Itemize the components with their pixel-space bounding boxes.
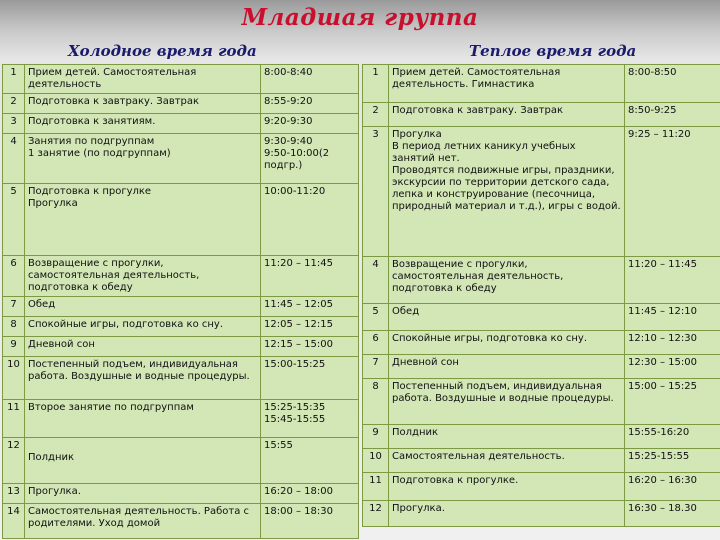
row-time: 12:30 – 15:00 — [625, 355, 720, 379]
cold-row — [3, 438, 359, 484]
warm-row — [363, 103, 720, 127]
row-time: 16:20 – 18:00 — [261, 484, 359, 504]
row-time: 12:10 – 12:30 — [625, 331, 720, 355]
row-number: 10 — [3, 357, 25, 400]
row-activity: Самостоятельная деятельность. Работа с родителями. Уход домой — [25, 504, 261, 539]
row-number: 1 — [3, 65, 25, 94]
row-activity: Занятия по подгруппам 1 занятие (по подгруппам) — [25, 134, 261, 184]
row-activity: Спокойные игры, подготовка ко сну. — [25, 317, 261, 337]
warm-row — [363, 473, 720, 501]
row-activity: Прием детей. Самостоятельная деятельность — [25, 65, 261, 94]
warm-season-title: Теплое время года — [469, 42, 637, 60]
row-activity: Обед — [389, 304, 625, 331]
row-number: 13 — [3, 484, 25, 504]
row-time: 8:55-9:20 — [261, 94, 359, 114]
row-activity: Самостоятельная деятельность. — [389, 449, 625, 473]
row-activity: Полдник — [25, 438, 261, 484]
cold-row — [3, 317, 359, 337]
row-time: 12:05 – 12:15 — [261, 317, 359, 337]
row-number: 1 — [363, 65, 389, 103]
row-activity: Постепенный подъем, индивидуальная работа. Воздушные и водные процедуры. — [389, 379, 625, 425]
row-number: 5 — [3, 184, 25, 256]
row-activity: Дневной сон — [389, 355, 625, 379]
row-number: 14 — [3, 504, 25, 539]
row-time: 9:30-9:40 9:50-10:00(2 подгр.) — [261, 134, 359, 184]
row-time: 15:25-15:35 15:45-15:55 — [261, 400, 359, 438]
row-number: 9 — [363, 425, 389, 449]
cold-row — [3, 65, 359, 94]
row-number: 10 — [363, 449, 389, 473]
row-time: 11:20 – 11:45 — [625, 257, 720, 304]
warm-row — [363, 65, 720, 103]
warm-row — [363, 449, 720, 473]
warm-season-table — [362, 64, 720, 527]
row-time: 10:00-11:20 — [261, 184, 359, 256]
row-time: 8:00-8:40 — [261, 65, 359, 94]
cold-row — [3, 400, 359, 438]
row-activity: Прогулка. — [389, 501, 625, 527]
row-activity: Возвращение с прогулки, самостоятельная деятельность, подготовка к обеду — [25, 256, 261, 297]
row-activity: Возвращение с прогулки, самостоятельная деятельность, подготовка к обеду — [389, 257, 625, 304]
row-number: 2 — [363, 103, 389, 127]
row-time: 15:55 — [261, 438, 359, 484]
row-time: 9:20-9:30 — [261, 114, 359, 134]
row-time: 8:00-8:50 — [625, 65, 720, 103]
page-title: Младшая группа — [241, 4, 479, 31]
cold-row — [3, 504, 359, 539]
warm-row — [363, 425, 720, 449]
row-activity: Подготовка к прогулке. — [389, 473, 625, 501]
row-time: 15:25-15:55 — [625, 449, 720, 473]
row-number: 2 — [3, 94, 25, 114]
row-activity: Прогулка В период летних каникул учебных занятий нет. Проводятся подвижные игры, праздники, экскурсии по территории детского сада, лепка и конструирование (песочница, природный материал и т.д.), игры с водой. — [389, 127, 625, 257]
row-time: 15:00 – 15:25 — [625, 379, 720, 425]
row-activity: Обед — [25, 297, 261, 317]
row-activity: Подготовка к завтраку. Завтрак — [25, 94, 261, 114]
cold-row — [3, 357, 359, 400]
row-activity: Подготовка к завтраку. Завтрак — [389, 103, 625, 127]
warm-row — [363, 355, 720, 379]
row-time: 8:50-9:25 — [625, 103, 720, 127]
row-number: 12 — [363, 501, 389, 527]
row-activity: Прием детей. Самостоятельная деятельность. Гимнастика — [389, 65, 625, 103]
cold-row — [3, 184, 359, 256]
row-number: 11 — [363, 473, 389, 501]
row-time: 15:00-15:25 — [261, 357, 359, 400]
warm-row — [363, 501, 720, 527]
row-activity: Прогулка. — [25, 484, 261, 504]
row-number: 7 — [3, 297, 25, 317]
cold-season-title: Холодное время года — [68, 42, 257, 60]
cold-season-table — [2, 64, 359, 539]
row-number: 4 — [363, 257, 389, 304]
row-number: 11 — [3, 400, 25, 438]
warm-row — [363, 257, 720, 304]
row-time: 9:25 – 11:20 — [625, 127, 720, 257]
cold-row — [3, 114, 359, 134]
cold-row — [3, 337, 359, 357]
cold-row — [3, 134, 359, 184]
warm-row — [363, 127, 720, 257]
row-time: 18:00 – 18:30 — [261, 504, 359, 539]
cold-row — [3, 297, 359, 317]
cold-row — [3, 256, 359, 297]
row-time: 16:30 – 18.30 — [625, 501, 720, 527]
row-number: 5 — [363, 304, 389, 331]
row-number: 4 — [3, 134, 25, 184]
row-number: 8 — [3, 317, 25, 337]
row-number: 12 — [3, 438, 25, 484]
row-time: 12:15 – 15:00 — [261, 337, 359, 357]
row-number: 6 — [363, 331, 389, 355]
warm-row — [363, 379, 720, 425]
row-activity: Второе занятие по подгруппам — [25, 400, 261, 438]
row-time: 16:20 – 16:30 — [625, 473, 720, 501]
row-number: 3 — [363, 127, 389, 257]
row-number: 7 — [363, 355, 389, 379]
cold-row — [3, 94, 359, 114]
row-time: 11:45 – 12:05 — [261, 297, 359, 317]
row-time: 11:20 – 11:45 — [261, 256, 359, 297]
row-number: 6 — [3, 256, 25, 297]
warm-row — [363, 304, 720, 331]
row-activity: Подготовка к занятиям. — [25, 114, 261, 134]
cold-row — [3, 484, 359, 504]
row-activity: Дневной сон — [25, 337, 261, 357]
row-time: 11:45 – 12:10 — [625, 304, 720, 331]
row-number: 8 — [363, 379, 389, 425]
row-number: 3 — [3, 114, 25, 134]
row-activity: Спокойные игры, подготовка ко сну. — [389, 331, 625, 355]
row-number: 9 — [3, 337, 25, 357]
row-time: 15:55-16:20 — [625, 425, 720, 449]
row-activity: Постепенный подъем, индивидуальная работа. Воздушные и водные процедуры. — [25, 357, 261, 400]
row-activity: Полдник — [389, 425, 625, 449]
row-activity: Подготовка к прогулке Прогулка — [25, 184, 261, 256]
warm-row — [363, 331, 720, 355]
